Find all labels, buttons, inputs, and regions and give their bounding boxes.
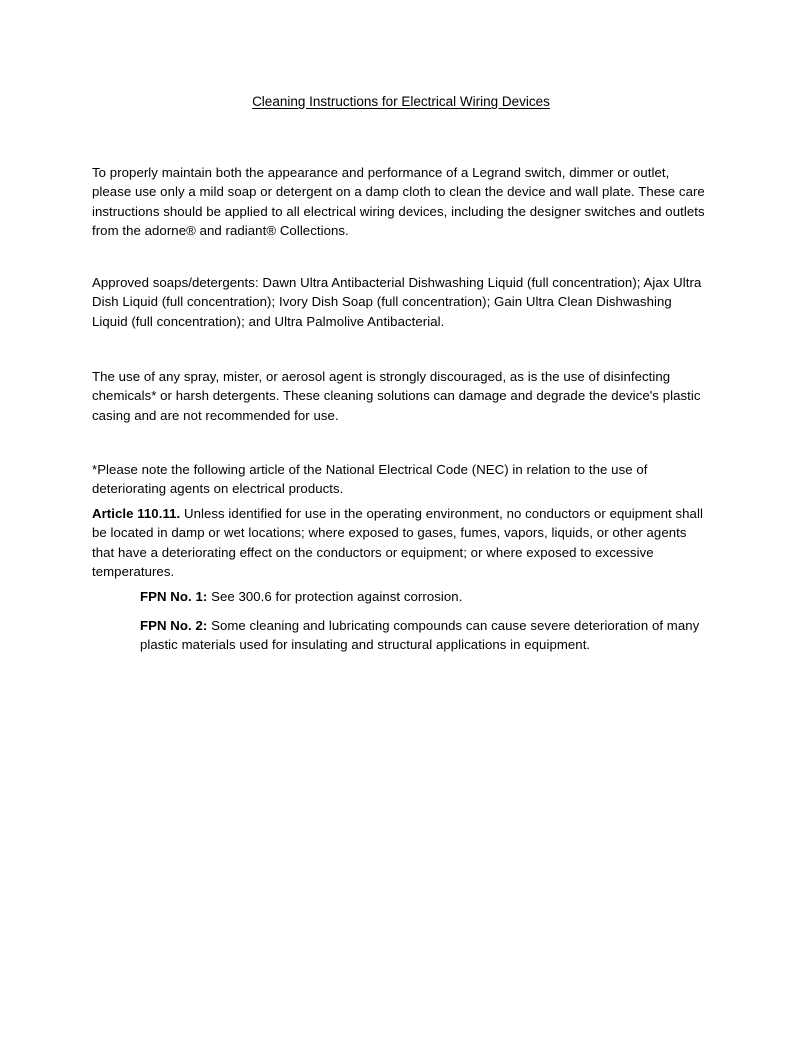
page-title bbox=[0, 93, 802, 111]
article-label: Article 110.11. bbox=[92, 506, 181, 522]
paragraph-nec-note: *Please note the following article of the National Electrical Code (NEC) in relation to the use of deteriorating agents on electrical products. bbox=[92, 462, 648, 497]
paragraph-approved-soaps: Approved soaps/detergents: Dawn Ultra Antibacterial Dishwashing Liquid (full concentration); Ajax Ultra Dish Liquid (full concentration); Ivory Dish Soap (full concentration); Gain Ultra Clean Dishwashing Liquid (full concentration); and Ultra Palmolive Antibacterial. bbox=[92, 275, 702, 329]
page-title-text: Cleaning Instructions for Electrical Wiring Devices bbox=[252, 94, 550, 109]
fpn-note-1 bbox=[140, 587, 708, 606]
paragraph-article-110-11 bbox=[92, 504, 708, 581]
fpn-note-1-label: FPN No. 1: bbox=[140, 589, 208, 605]
paragraph-spray-warning: The use of any spray, mister, or aerosol agent is strongly discouraged, as is the use of disinfecting chemicals* or harsh detergents. These cleaning solutions can damage and degrade the device's plastic casing and are not recommended for use. bbox=[92, 369, 701, 423]
fpn-note-1-text: See 300.6 for protection against corrosion. bbox=[211, 589, 463, 605]
fpn-note-2-text: Some cleaning and lubricating compounds can cause severe deterioration of many plastic materials used for insulating and structural applications in equipment. bbox=[140, 618, 700, 653]
article-text: Unless identified for use in the operating environment, no conductors or equipment shall be located in damp or wet locations; where exposed to gases, fumes, vapors, liquids, or other agents that have a deteriorating effect on the conductors or equipment; or where exposed to excessive temperatures. bbox=[92, 506, 703, 579]
paragraph-intro: To properly maintain both the appearance and performance of a Legrand switch, dimmer or outlet, please use only a mild soap or detergent on a damp cloth to clean the device and wall plate. These care instructions should be applied to all electrical wiring devices, including the designer switches and outlets from the adorne® and radiant® Collections. bbox=[92, 165, 705, 238]
fpn-note-2 bbox=[140, 616, 708, 654]
fpn-note-2-label: FPN No. 2: bbox=[140, 618, 208, 634]
